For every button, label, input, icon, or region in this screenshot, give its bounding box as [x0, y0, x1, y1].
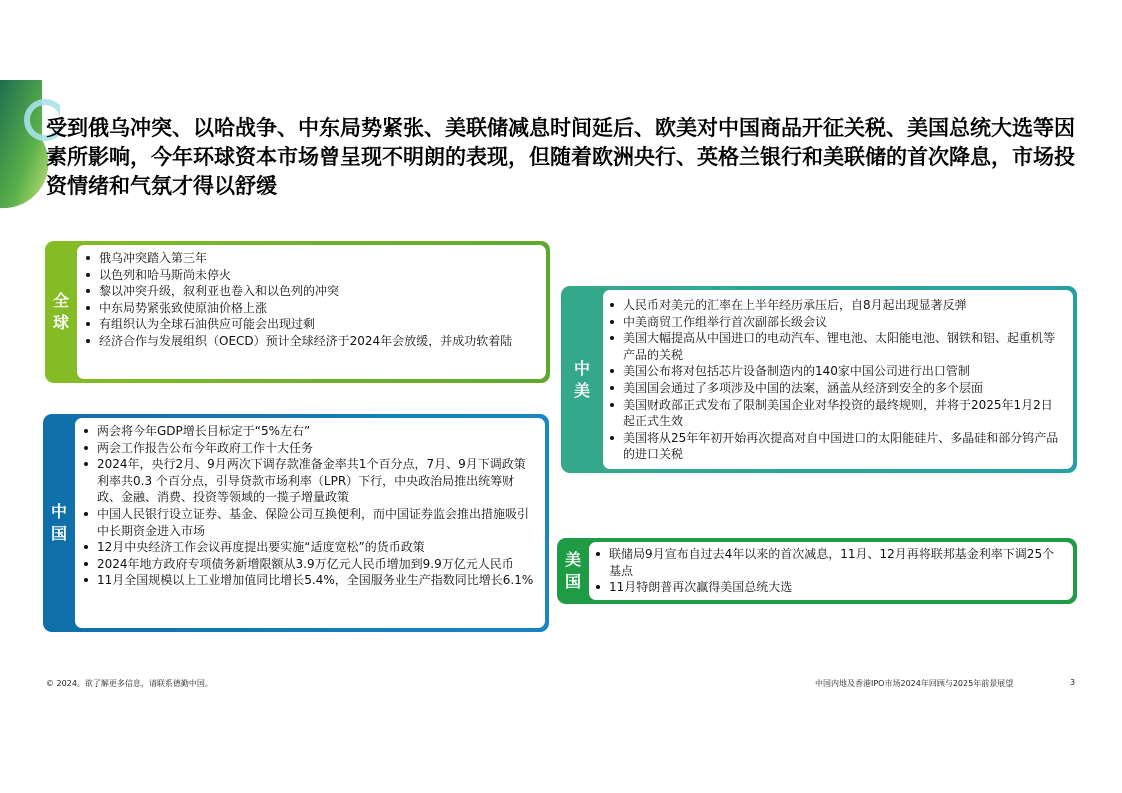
list-item: 美国大幅提高从中国进口的电动汽车、锂电池、太阳能电池、钢铁和铝、起重机等产品的关税	[609, 330, 1063, 363]
list-item: 美国将从25年年初开始再次提高对自中国进口的太阳能硅片、多晶硅和部分钨产品的进口关税	[609, 430, 1063, 463]
tag-char: 中	[573, 358, 590, 378]
list-item: 有组织认为全球石油供应可能会出现过剩	[85, 316, 536, 333]
tag-char: 美	[564, 550, 581, 569]
bullet-list	[85, 250, 536, 350]
panel-china	[43, 414, 549, 632]
bullet-list	[83, 423, 535, 589]
panel-body	[77, 245, 546, 379]
footer-report-title: 中国内地及香港IPO市场2024年回顾与2025年前景展望	[815, 679, 1014, 688]
list-item: 黎以冲突升级，叙利亚也卷入和以色列的冲突	[85, 283, 536, 300]
panel-body	[603, 290, 1073, 469]
list-item: 11月特朗普再次赢得美国总统大选	[595, 579, 1063, 596]
panel-global	[45, 241, 550, 383]
panel-us	[557, 538, 1077, 604]
list-item: 2024年地方政府专项债务新增限额从3.9万亿元人民币增加到9.9万亿元人民币	[83, 556, 535, 573]
list-item: 美国财政部正式发布了限制美国企业对华投资的最终规则，并将于2025年1月2日起正式生效	[609, 397, 1063, 430]
panel-tag-china-us	[561, 286, 603, 473]
list-item: 2024年，央行2月、9月两次下调存款准备金率共1个百分点，7月、9月下调政策利率共0.3 个百分点，引导贷款市场利率（LPR）下行，中央政治局推出统筹财政、金融、消费、投资等领域的一揽子增量政策	[83, 456, 535, 506]
bullet-list	[595, 546, 1063, 596]
list-item: 中国人民银行设立证券、基金、保险公司互换便利，而中国证券监会推出措施吸引中长期资金进入市场	[83, 506, 535, 539]
panel-tag-global	[45, 241, 77, 383]
tag-char: 球	[52, 313, 69, 332]
list-item: 联储局9月宣布自过去4年以来的首次减息，11月、12月再将联邦基金利率下调25个基点	[595, 546, 1063, 579]
list-item: 11月全国规模以上工业增加值同比增长5.4%，全国服务业生产指数同比增长6.1%	[83, 572, 535, 589]
footer-copyright: © 2024。欲了解更多信息，请联系德勤中国。	[46, 679, 213, 688]
tag-char: 全	[52, 291, 69, 310]
tag-char: 美	[573, 380, 590, 400]
list-item: 俄乌冲突踏入第三年	[85, 250, 536, 267]
list-item: 两会工作报告公布今年政府工作十大任务	[83, 440, 535, 457]
tag-char: 国	[564, 572, 581, 591]
tag-char: 中	[50, 502, 67, 521]
tag-char: 国	[50, 524, 67, 543]
page-headline: 受到俄乌冲突、以哈战争、中东局势紧张、美联储减息时间延后、欧美对中国商品开征关税、美国总统大选等因素所影响，今年环球资本市场曾呈现不明朗的表现，但随着欧洲央行、英格兰银行和美联储的首次降息，市场投资情绪和气氛才得以舒缓	[46, 116, 1075, 198]
list-item: 以色列和哈马斯尚未停火	[85, 267, 536, 284]
list-item: 中东局势紧张致使原油价格上涨	[85, 300, 536, 317]
panel-body	[589, 542, 1073, 600]
panel-china-us	[561, 286, 1077, 473]
list-item: 美国国会通过了多项涉及中国的法案，涵盖从经济到安全的多个层面	[609, 380, 1063, 397]
list-item: 美国公布将对包括芯片设备制造内的140家中国公司进行出口管制	[609, 363, 1063, 380]
list-item: 两会将今年GDP增长目标定于“5%左右”	[83, 423, 535, 440]
panel-tag-china	[43, 414, 75, 632]
list-item: 人民币对美元的汇率在上半年经历承压后，自8月起出现显著反弹	[609, 297, 1063, 314]
panel-body	[75, 418, 545, 628]
list-item: 经济合作与发展组织（OECD）预计全球经济于2024年会放缓，并成功软着陆	[85, 333, 536, 350]
list-item: 中美商贸工作组举行首次副部长级会议	[609, 314, 1063, 331]
bullet-list	[609, 297, 1063, 463]
page-number: 3	[1070, 678, 1076, 687]
list-item: 12月中央经济工作会议再度提出要实施“适度宽松”的货币政策	[83, 539, 535, 556]
panel-tag-us	[557, 538, 589, 604]
